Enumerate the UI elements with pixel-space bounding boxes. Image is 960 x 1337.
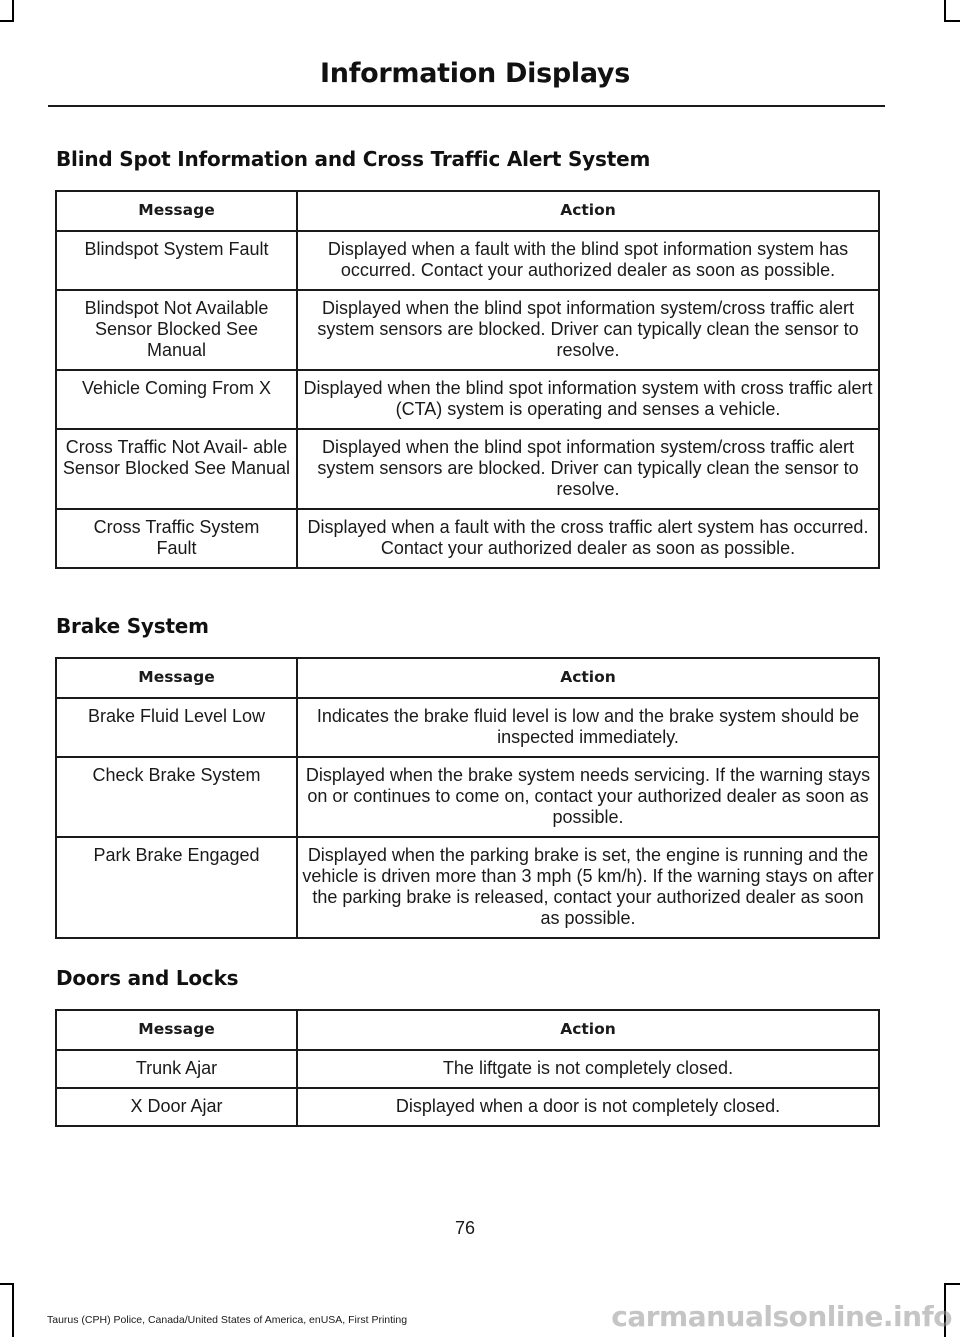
crop-mark-bottom-left-horizontal — [0, 1283, 14, 1285]
message-cell: Vehicle Coming From X — [56, 370, 297, 429]
crop-mark-bottom-right-horizontal — [944, 1283, 960, 1285]
table-header-row — [56, 191, 879, 231]
table-row — [56, 429, 879, 509]
section-heading-brake-system: Brake System — [56, 614, 209, 638]
message-cell: Park Brake Engaged — [56, 837, 297, 938]
table-row — [56, 290, 879, 370]
watermark: carmanualsonline.info — [611, 1300, 952, 1333]
section-heading-blind-spot: Blind Spot Information and Cross Traffic Alert System — [56, 147, 651, 171]
page-title: Information Displays — [320, 58, 630, 89]
crop-mark-top-left-horizontal — [0, 20, 14, 22]
table-header-row — [56, 658, 879, 698]
action-cell: Displayed when a door is not completely closed. — [297, 1088, 879, 1126]
crop-mark-bottom-left-vertical — [12, 1283, 14, 1337]
column-header-action: Action — [297, 658, 879, 698]
action-cell: Displayed when the parking brake is set, the engine is running and the vehicle is driven more than 3 mph (5 km/h). If the warning stays on after the parking brake is released, contact your authorized dealer as soon as possible. — [297, 837, 879, 938]
table-row — [56, 757, 879, 837]
message-cell: Blindspot System Fault — [56, 231, 297, 290]
column-header-message: Message — [56, 658, 297, 698]
table-row — [56, 1088, 879, 1126]
crop-mark-top-left-vertical — [12, 0, 14, 22]
table-row — [56, 231, 879, 290]
doors-locks-message-table — [55, 1009, 880, 1127]
table-row — [56, 370, 879, 429]
message-cell: Trunk Ajar — [56, 1050, 297, 1088]
table-row — [56, 509, 879, 568]
message-cell: Brake Fluid Level Low — [56, 698, 297, 757]
action-cell: Indicates the brake fluid level is low and the brake system should be inspected immediately. — [297, 698, 879, 757]
message-cell: Cross Traffic Not Avail- able Sensor Blocked See Manual — [56, 429, 297, 509]
action-cell: Displayed when a fault with the cross traffic alert system has occurred. Contact your authorized dealer as soon as possible. — [297, 509, 879, 568]
action-cell: Displayed when the blind spot information system/cross traffic alert system sensors are blocked. Driver can typically clean the sensor to resolve. — [297, 290, 879, 370]
action-cell: Displayed when the brake system needs servicing. If the warning stays on or continues to come on, contact your authorized dealer as soon as possible. — [297, 757, 879, 837]
table-header-row — [56, 1010, 879, 1050]
brake-system-message-table — [55, 657, 880, 939]
action-cell: Displayed when the blind spot information system with cross traffic alert (CTA) system is operating and senses a vehicle. — [297, 370, 879, 429]
action-cell: The liftgate is not completely closed. — [297, 1050, 879, 1088]
column-header-action: Action — [297, 1010, 879, 1050]
table-row — [56, 1050, 879, 1088]
action-cell: Displayed when the blind spot information system/cross traffic alert system sensors are blocked. Driver can typically clean the sensor to resolve. — [297, 429, 879, 509]
column-header-message: Message — [56, 191, 297, 231]
message-cell: Check Brake System — [56, 757, 297, 837]
action-cell: Displayed when a fault with the blind spot information system has occurred. Contact your authorized dealer as soon as possible. — [297, 231, 879, 290]
section-heading-doors-and-locks: Doors and Locks — [56, 966, 239, 990]
message-cell: X Door Ajar — [56, 1088, 297, 1126]
table-row — [56, 698, 879, 757]
column-header-action: Action — [297, 191, 879, 231]
column-header-message: Message — [56, 1010, 297, 1050]
footer-publication-info: Taurus (CPH) Police, Canada/United States of America, enUSA, First Printing — [47, 1314, 408, 1326]
crop-mark-top-right-horizontal — [944, 20, 960, 22]
crop-mark-top-right-vertical — [944, 0, 946, 22]
blind-spot-message-table — [55, 190, 880, 569]
message-cell: Cross Traffic System Fault — [56, 509, 297, 568]
page-number: 76 — [454, 1218, 476, 1238]
header-rule — [48, 105, 885, 107]
message-cell: Blindspot Not Available Sensor Blocked See Manual — [56, 290, 297, 370]
table-row — [56, 837, 879, 938]
